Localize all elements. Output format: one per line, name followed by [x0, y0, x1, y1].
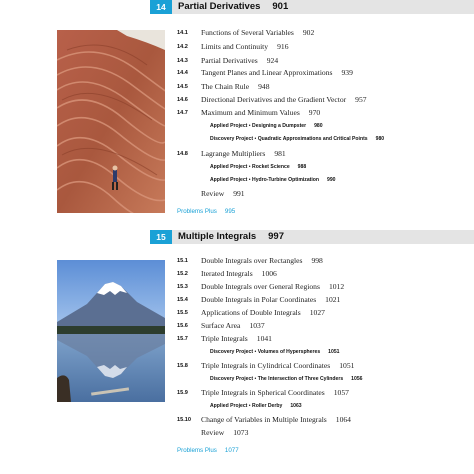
- section-number: 14.6: [177, 97, 188, 103]
- section-number: 15.3: [177, 284, 188, 290]
- section-page: 998: [311, 256, 323, 265]
- section-title: Surface Area: [201, 321, 241, 330]
- section-title: Iterated Integrals: [201, 269, 253, 278]
- section-page: 970: [308, 108, 321, 117]
- section-title: Directional Derivatives and the Gradient Vector: [201, 95, 347, 104]
- section-number: 14.5: [177, 84, 188, 90]
- chapter-14-header: [150, 0, 474, 14]
- section-number: 15.4: [177, 297, 188, 303]
- review-page: 991: [233, 189, 245, 198]
- project-title: Roller Derby: [252, 403, 283, 409]
- project-separator: •: [254, 136, 257, 142]
- review-title: Review: [201, 189, 225, 198]
- section-page: 1012: [328, 282, 345, 291]
- chapter-15-header: [150, 230, 474, 244]
- project-page: 980: [375, 136, 385, 142]
- project-separator: •: [248, 123, 251, 129]
- project-page: 1063: [290, 403, 302, 409]
- project-kind: Applied Project: [210, 123, 248, 129]
- project-page: 1056: [351, 376, 363, 382]
- section-page: 916: [277, 42, 289, 51]
- problems-plus-page: 995: [224, 208, 236, 215]
- review-page: 1073: [233, 428, 249, 437]
- project-title: The Intersection of Three Cylinders: [257, 376, 344, 382]
- section-number: 15.9: [177, 390, 188, 396]
- section-title: Functions of Several Variables: [201, 28, 294, 37]
- project-page: 980: [314, 123, 323, 129]
- chapter-title-text: Multiple Integrals: [178, 231, 257, 242]
- section-number: 14.3: [177, 58, 188, 64]
- chapter-title[interactable]: [178, 0, 288, 14]
- project-separator: •: [254, 349, 257, 355]
- project-separator: •: [248, 177, 251, 183]
- project-page: 1051: [328, 349, 340, 355]
- project-entry[interactable]: [210, 401, 302, 411]
- project-kind: Discovery Project: [210, 349, 254, 355]
- section-page: 981: [274, 149, 286, 158]
- section-page: 1027: [309, 308, 325, 317]
- section-number: 15.6: [177, 323, 188, 329]
- section-number: 15.2: [177, 271, 188, 277]
- section-title: Limits and Continuity: [201, 42, 269, 51]
- section-number: 15.1: [177, 258, 188, 264]
- project-title: Hydro-Turbine Optimization: [252, 177, 319, 183]
- section-number: 14.2: [177, 44, 188, 50]
- section-page: 939: [341, 68, 353, 77]
- section-page: 1041: [256, 334, 272, 343]
- section-page: 924: [266, 56, 279, 65]
- project-kind: Discovery Project: [210, 376, 254, 382]
- section-title: Change of Variables in Multiple Integrals: [201, 415, 327, 424]
- project-kind: Discovery Project: [210, 136, 254, 142]
- chapter-page: 997: [268, 231, 284, 242]
- section-page: 1037: [249, 321, 265, 330]
- section-title: Triple Integrals in Spherical Coordinates: [201, 388, 325, 397]
- section-number: 14.4: [177, 70, 188, 76]
- project-title: Volumes of Hyperspheres: [257, 349, 321, 355]
- section-title: Double Integrals in Polar Coordinates: [201, 295, 317, 304]
- project-title: Rocket Science: [252, 164, 290, 170]
- project-entry[interactable]: [210, 162, 306, 172]
- section-title: Applications of Double Integrals: [201, 308, 301, 317]
- project-kind: Applied Project: [210, 164, 248, 170]
- section-title: The Chain Rule: [201, 82, 250, 91]
- section-title: Partial Derivatives: [201, 56, 258, 65]
- section-page: 1051: [339, 361, 355, 370]
- chapter-page: 901: [272, 1, 289, 12]
- mountain-lake-photo: [57, 260, 165, 402]
- chapter-number: 15: [150, 230, 172, 244]
- section-number: 14.1: [177, 30, 188, 36]
- project-entry[interactable]: [210, 134, 384, 144]
- problems-plus-link[interactable]: [177, 446, 239, 456]
- problems-plus-label: Problems Plus: [177, 447, 217, 454]
- section-number: 15.5: [177, 310, 188, 316]
- section-title: Tangent Planes and Linear Approximations: [201, 68, 333, 77]
- project-entry[interactable]: [210, 121, 323, 131]
- chapter-title-text: Partial Derivatives: [178, 1, 261, 12]
- project-entry[interactable]: [210, 175, 336, 185]
- section-page: 1057: [333, 388, 349, 397]
- project-separator: •: [248, 403, 251, 409]
- chapter-number: 14: [150, 0, 172, 14]
- section-page: 1006: [261, 269, 277, 278]
- problems-plus-link[interactable]: [177, 207, 235, 217]
- section-page: 948: [258, 82, 270, 91]
- section-title: Double Integrals over General Regions: [201, 282, 320, 291]
- problems-plus-page: 1077: [224, 447, 239, 454]
- section-page: 1021: [325, 295, 341, 304]
- section-title: Triple Integrals in Cylindrical Coordinates: [201, 361, 331, 370]
- section-title: Lagrange Multipliers: [201, 149, 266, 158]
- project-separator: •: [248, 164, 251, 170]
- problems-plus-label: Problems Plus: [177, 208, 217, 215]
- section-page: 1064: [335, 415, 351, 424]
- section-page: 957: [355, 95, 367, 104]
- project-title: Designing a Dumpster: [252, 123, 307, 129]
- project-entry[interactable]: [210, 347, 340, 357]
- section-number: 15.10: [177, 417, 191, 423]
- project-entry[interactable]: [210, 374, 363, 384]
- project-page: 990: [327, 177, 336, 183]
- section-title: Maximum and Minimum Values: [201, 108, 300, 117]
- project-separator: •: [254, 376, 257, 382]
- project-kind: Applied Project: [210, 177, 248, 183]
- section-page: 902: [302, 28, 315, 37]
- sandstone-canyon-photo: [57, 30, 165, 213]
- chapter-title[interactable]: [178, 230, 284, 244]
- review-title: Review: [201, 428, 225, 437]
- section-number: 14.7: [177, 110, 188, 116]
- project-kind: Applied Project: [210, 403, 248, 409]
- section-title: Double Integrals over Rectangles: [201, 256, 303, 265]
- section-number: 15.8: [177, 363, 188, 369]
- project-page: 988: [297, 164, 307, 170]
- project-title: Quadratic Approximations and Critical Points: [257, 136, 368, 142]
- section-title: Triple Integrals: [201, 334, 248, 343]
- section-number: 14.8: [177, 151, 188, 157]
- section-number: 15.7: [177, 336, 188, 342]
